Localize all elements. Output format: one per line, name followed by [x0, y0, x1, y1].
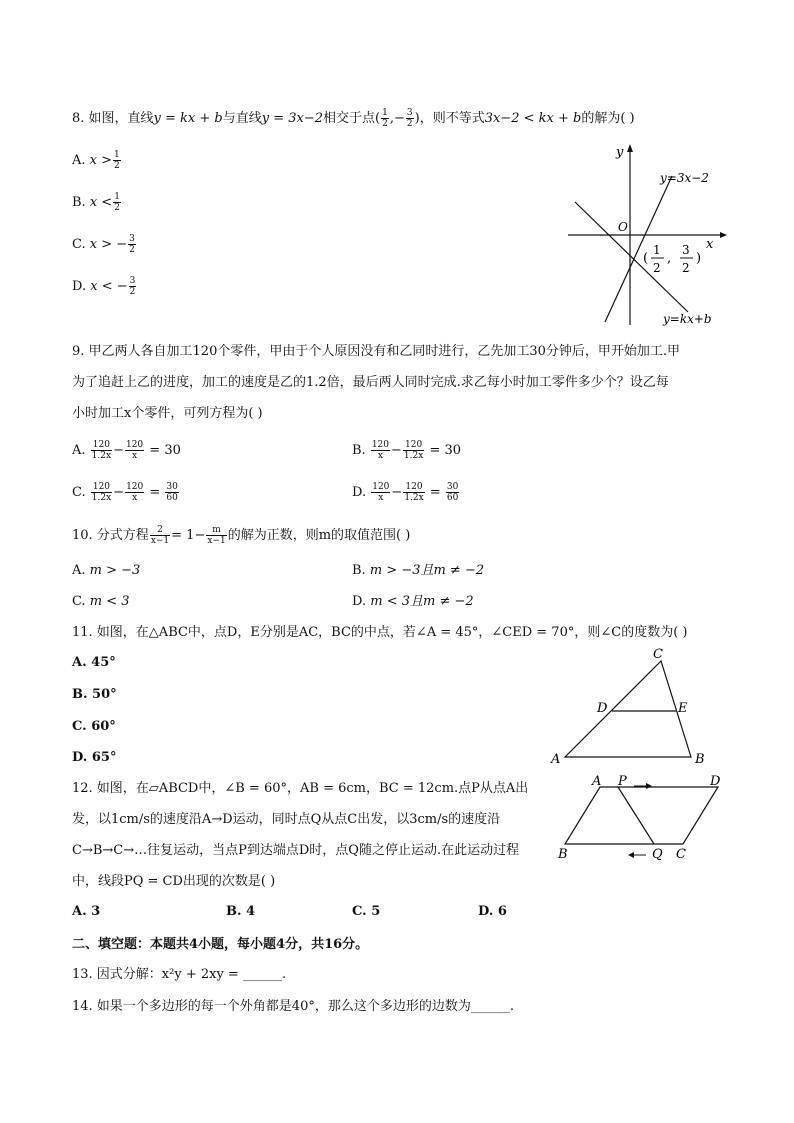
- label-c: C: [653, 647, 663, 662]
- label-a: A: [551, 752, 561, 767]
- line1-label: y=3x−2: [660, 171, 709, 185]
- triangle-abc: [565, 661, 691, 757]
- q8-option-a[interactable]: A. x > $\frac{1}{2}$: [72, 150, 120, 171]
- q11-triangle-figure: [545, 645, 715, 770]
- line-3x-minus-2: [605, 176, 672, 322]
- x-axis-label: x: [706, 237, 714, 252]
- label-d: D: [710, 774, 721, 789]
- label-b: B: [695, 752, 705, 767]
- p-arrow-right-icon: [646, 783, 652, 789]
- q8-stem: 8. 如图，直线y = kx + b与直线y = 3x−2相交于点( $\frac{1}{2}$ ,− $\frac{3}{2}$ )，则不等式3x−2 < kx + b的解为( ): [72, 108, 635, 129]
- point-x-num: 1: [653, 243, 661, 257]
- q8-point-x: $\frac{1}{2}$: [382, 108, 388, 129]
- label-c: C: [676, 847, 686, 862]
- q11-option-c[interactable]: C. 60°: [72, 719, 116, 734]
- y-axis-arrow-icon: [627, 144, 633, 152]
- q9-line-3: 小时加工x个零件，可列方程为( ): [72, 406, 263, 421]
- label-a: A: [592, 774, 602, 789]
- q14-text: 14. 如果一个多边形的每一个外角都是40°，那么这个多边形的边数为______.: [72, 999, 514, 1014]
- section-2-title: 二、填空题：本题共4小题，每小题4分，共16分。: [72, 937, 369, 952]
- q8-eq1: y = kx + b: [153, 111, 223, 126]
- q12-line-4: 中，线段PQ = CD出现的次数是( ): [72, 874, 276, 889]
- q10-option-a[interactable]: A. m > −3: [72, 563, 141, 578]
- label-d: D: [597, 701, 608, 716]
- q11-option-b[interactable]: B. 50°: [72, 687, 117, 702]
- q8-text-b: 与直线: [222, 111, 262, 126]
- q12-option-d[interactable]: D. 6: [478, 904, 507, 919]
- segment-pq: [618, 787, 654, 844]
- q10-option-b[interactable]: B. m > −3且m ≠ −2: [352, 563, 485, 578]
- q10-stem: 10. 分式方程 $\frac{2}{x-1}$ = 1− $\frac{m}{x-1}$ 的解为正数，则m的取值范围( ): [72, 525, 411, 546]
- q8-ineq: 3x−2 < kx + b: [484, 111, 582, 126]
- q9-option-d[interactable]: D. $\frac{120}{x}$ − $\frac{120}{1.2x}$ = $\frac{30}{60}$: [352, 482, 459, 503]
- q9-option-c[interactable]: C. $\frac{120}{1.2x}$ − $\frac{120}{x}$ = $\frac{30}{60}$: [72, 482, 178, 503]
- q8-text-c: 相交于点(: [323, 111, 381, 126]
- q9-line-1: 9. 甲乙两人各自加工120个零件，甲由于个人原因没有和乙同时进行，乙先加工30分钟后，甲开始加工.甲: [72, 344, 681, 359]
- point-x-den: 2: [653, 261, 661, 275]
- q8-option-d[interactable]: D. x < − $\frac{3}{2}$: [72, 276, 136, 297]
- q12-line-1: 12. 如图，在▱ABCD中，∠B = 60°，AB = 6cm，BC = 12cm.点P从点A出: [72, 781, 529, 796]
- q8-text-e: 的解为( ): [581, 111, 635, 126]
- q12-line-3: C→B→C→…往复运动，当点P到达端点D时，点Q随之停止运动.在此运动过程: [72, 843, 520, 858]
- q12-option-b[interactable]: B. 4: [226, 904, 256, 919]
- q9-line-2: 为了追赶上乙的进度，加工的速度是乙的1.2倍，最后两人同时完成.求乙每小时加工零件多少个？设乙每: [72, 375, 669, 390]
- label-p: P: [618, 774, 627, 789]
- label-q: Q: [652, 847, 663, 862]
- q12-line-2: 发，以1cm/s的速度沿A→D运动，同时点Q从点C出发，以3cm/s的速度沿: [72, 812, 501, 827]
- q10-option-c[interactable]: C. m < 3: [72, 594, 130, 609]
- q12-parallelogram-figure: [550, 772, 730, 867]
- q12-option-a[interactable]: A. 3: [72, 904, 101, 919]
- label-e: E: [678, 701, 688, 716]
- q13-text: 13. 因式分解：x²y + 2xy = ______.: [72, 967, 287, 982]
- line2-label: y=kx+b: [663, 312, 712, 326]
- q-arrow-left-icon: [628, 852, 634, 858]
- q9-option-b[interactable]: B. $\frac{120}{x}$ − $\frac{120}{1.2x}$ = 30: [352, 440, 462, 461]
- q8-point-y: $\frac{3}{2}$: [406, 108, 413, 129]
- x-axis-arrow-icon: [720, 232, 727, 238]
- q8-figure: [560, 140, 730, 330]
- label-b: B: [558, 847, 568, 862]
- q11-option-a[interactable]: A. 45°: [72, 655, 116, 670]
- parallelogram-abcd: [565, 787, 718, 844]
- point-y-num: 3: [682, 243, 690, 257]
- point-close-paren: ): [696, 251, 702, 266]
- point-y-den: 2: [682, 261, 690, 275]
- point-comma: ,: [667, 251, 672, 266]
- q8-option-b[interactable]: B. x < $\frac{1}{2}$: [72, 192, 120, 213]
- q8-eq2: y = 3x−2: [261, 111, 324, 126]
- q10-option-d[interactable]: D. m < 3且m ≠ −2: [352, 594, 474, 609]
- q11-option-d[interactable]: D. 65°: [72, 750, 117, 765]
- q11-stem: 11. 如图，在△ABC中，点D，E分别是AC，BC的中点，若∠A = 45°，∠CED = 70°，则∠C的度数为( ): [72, 625, 688, 640]
- q8-text-d: )，则不等式: [414, 111, 485, 126]
- y-axis-label: y: [616, 145, 624, 160]
- q8-text-a: 8. 如图，直线: [72, 111, 154, 126]
- origin-label: O: [618, 220, 628, 234]
- point-open-paren: (: [643, 251, 649, 266]
- q9-option-a[interactable]: A. $\frac{120}{1.2x}$ − $\frac{120}{x}$ = 30: [72, 440, 181, 461]
- q8-option-c[interactable]: C. x > − $\frac{3}{2}$: [72, 234, 135, 255]
- q12-option-c[interactable]: C. 5: [352, 904, 381, 919]
